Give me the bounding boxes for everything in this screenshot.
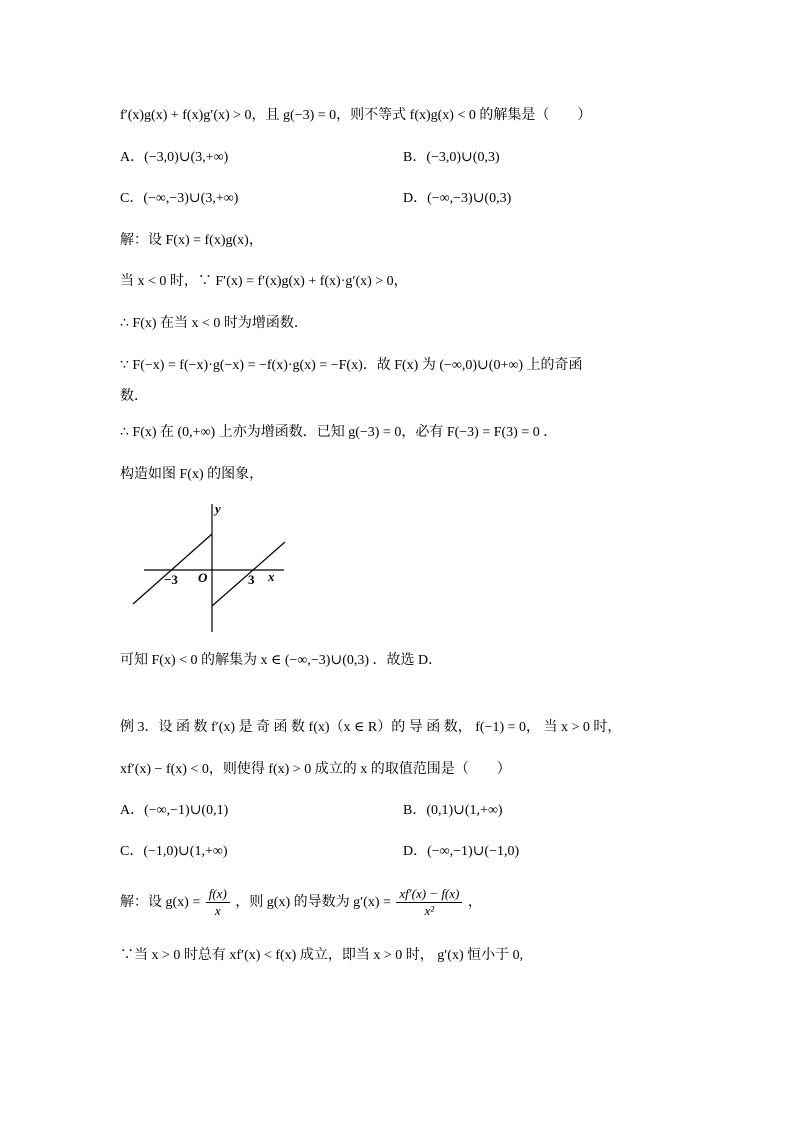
problem-2-stem: f′(x)g(x) + f(x)g′(x) > 0，且 g(−3) = 0，则不等式 f(x)g(x) < 0 的解集是（ ）: [120, 108, 592, 123]
option-a: A．(−3,0)∪(3,+∞): [120, 150, 229, 165]
fraction-numerator: xf′(x) − f(x): [396, 886, 462, 903]
solution-text: ，: [467, 895, 482, 910]
option-c: C．(−∞,−3)∪(3,+∞): [120, 191, 239, 206]
solution-text: 解：设 g(x) =: [120, 895, 201, 910]
option-a: A．(−∞,−1)∪(0,1): [120, 803, 229, 818]
option-d: D．(−∞,−1)∪(−1,0): [403, 844, 520, 859]
tick-label-neg-3: −3: [164, 572, 178, 587]
option-d: D．(−∞,−3)∪(0,3): [403, 191, 512, 206]
fraction-f-over-x: [206, 886, 230, 919]
solution-line: 当 x < 0 时，∵ F′(x) = f′(x)g(x) + f(x)·g′(x) > 0，: [120, 274, 408, 289]
fraction-numerator: f(x): [206, 886, 230, 903]
solution-line: ∵当 x > 0 时总有 xf′(x) < f(x) 成立，即当 x > 0 时， g′(x) 恒小于 0,: [120, 948, 524, 963]
solution-line: ∵ F(−x) = f(−x)·g(−x) = −f(x)·g(x) = −F(x)．故 F(x) 为 (−∞,0)∪(0+∞) 上的奇函: [120, 358, 583, 373]
fraction-denominator: x: [214, 903, 221, 919]
option-b: B．(−3,0)∪(0,3): [403, 150, 500, 165]
function-graph-figure: [128, 498, 288, 638]
fraction-derivative: [396, 886, 462, 919]
solution-conclusion: 可知 F(x) < 0 的解集为 x ∈ (−∞,−3)∪(0,3) ．故选 D．: [120, 653, 443, 668]
solution-line: ∴ F(x) 在当 x < 0 时为增函数．: [120, 316, 308, 331]
option-c: C．(−1,0)∪(1,+∞): [120, 844, 228, 859]
graph-left-branch: [133, 534, 212, 604]
solution-line-with-fractions: [120, 886, 482, 922]
solution-line: 数．: [120, 389, 148, 404]
tick-label-3: 3: [248, 572, 255, 587]
fraction-denominator: x²: [424, 903, 435, 919]
option-b: B．(0,1)∪(1,+∞): [403, 803, 503, 818]
solution-text: ，则 g(x) 的导数为 g′(x) =: [235, 895, 391, 910]
problem-3-stem-line1: 例 3．设 函 数 f′(x) 是 奇 函 数 f(x)（x ∈ R）的 导 函 数， f(−1) = 0， 当 x > 0 时，: [120, 720, 622, 735]
solution-line: ∴ F(x) 在 (0,+∞) 上亦为增函数．已知 g(−3) = 0，必有 F(−3) = F(3) = 0 ．: [120, 425, 558, 440]
problem-3-stem-line2: xf′(x) − f(x) < 0，则使得 f(x) > 0 成立的 x 的取值范围是（ ）: [120, 762, 511, 777]
solution-line: 解：设 F(x) = f(x)g(x)，: [120, 233, 263, 248]
solution-line: 构造如图 F(x) 的图象，: [120, 467, 264, 482]
y-axis-label: y: [215, 501, 221, 516]
x-axis-label: x: [268, 569, 275, 584]
origin-label: O: [198, 570, 208, 585]
